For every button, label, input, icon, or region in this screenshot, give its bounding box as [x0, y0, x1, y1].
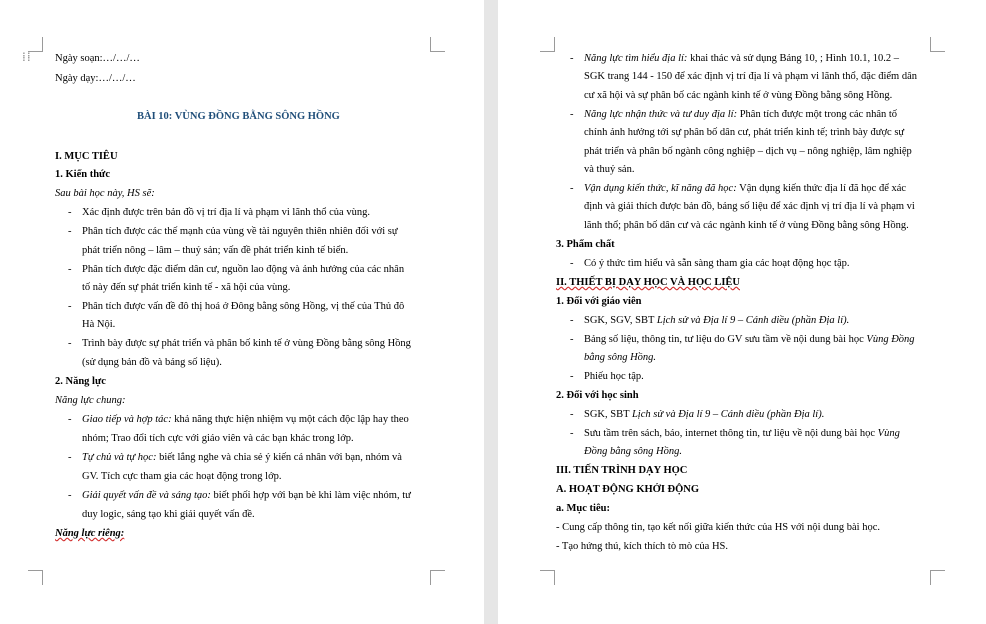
list-item: Tự chủ và tự học: biết lắng nghe và chia sẻ ý kiến cá nhân với bạn, nhóm và	[82, 452, 402, 463]
margin-corner-mark	[430, 37, 445, 52]
list-item: SGK trang 144 - 150 để xác định vị trí địa lí và phạm vi lãnh thổ, đặc điểm dân	[584, 71, 918, 82]
lesson-title: BÀI 10: VÙNG ĐỒNG BẰNG SÔNG HỒNG	[137, 111, 340, 122]
list-item: Năng lực nhận thức và tư duy địa lí: Phân tích được một trong các nhân tố	[584, 109, 898, 120]
bullet-dash: -	[570, 334, 574, 345]
list-item: Phân tích được vấn đề đô thị hoá ở Đông bằng sông Hồng, vị thế của Thủ đô	[82, 301, 405, 312]
specific-competence-label: Năng lực riêng:	[55, 528, 125, 539]
bullet-dash: -	[570, 428, 574, 439]
general-competence-label: Năng lực chung:	[55, 395, 126, 406]
list-item: (sử dụng bản đồ và bảng số liệu).	[82, 357, 222, 368]
subsection-heading: 1. Kiến thức	[55, 169, 111, 180]
subsection-heading: A. HOẠT ĐỘNG KHỞI ĐỘNG	[556, 484, 700, 495]
list-item: Bảng số liệu, thông tin, tư liệu do GV sưu tầm về nội dung bài học Vùng Đồng	[584, 334, 915, 345]
bullet-dash: -	[570, 109, 574, 120]
section-heading: III. TIẾN TRÌNH DẠY HỌC	[556, 465, 688, 476]
list-item: phát triển và phân bố ngành công nghiệp – dịch vụ – nông nghiệp, lâm nghiệp	[584, 146, 912, 157]
list-item: Đồng bằng sông Hồng.	[584, 446, 683, 457]
list-item: Giải quyết vấn đề và sáng tạo: biết phối hợp với bạn bè khi làm việc nhóm, tư	[82, 490, 411, 501]
list-item: phát triển nông – lâm – thuỷ sản; vấn đề phát triển kinh tế biển.	[82, 245, 349, 256]
list-item: Xác định được trên bản đồ vị trí địa lí và phạm vi lãnh thổ của vùng.	[82, 207, 370, 218]
bullet-dash: -	[68, 338, 72, 349]
subsection-heading: 2. Đối với học sinh	[556, 390, 639, 401]
list-item: Giao tiếp và hợp tác: khả năng thực hiện nhiệm vụ một cách độc lập hay theo	[82, 414, 409, 425]
list-item: SGK, SBT Lịch sử và Địa lí 9 – Cánh diều (phần Địa lí).	[584, 409, 825, 420]
section-heading: II. THIẾT BỊ DẠY HỌC VÀ HỌC LIỆU	[556, 277, 740, 288]
list-item: bằng sông Hồng.	[584, 352, 657, 363]
bullet-dash: -	[570, 183, 574, 194]
subsection-heading: a. Mục tiêu:	[556, 503, 610, 514]
list-item: định và giải thích được bản đồ, bảng số liệu để xác định vị trí địa lí và phạm vi	[584, 201, 915, 212]
list-item: cư xã hội và sự phân bố các ngành kinh tế ở vùng Đồng bằng sông Hồng.	[584, 90, 893, 101]
bullet-dash: -	[68, 452, 72, 463]
bullet-dash: -	[570, 371, 574, 382]
bullet-dash: -	[570, 258, 574, 269]
margin-corner-mark	[540, 37, 555, 52]
date-taught: Ngày dạy:…/…/…	[55, 73, 136, 84]
paragraph-drag-handle-icon[interactable]: ⁞⁞	[22, 50, 32, 64]
bullet-dash: -	[68, 301, 72, 312]
list-item: Phiếu học tập.	[584, 371, 644, 382]
list-item: Có ý thức tìm hiểu và sẵn sàng tham gia các hoạt động học tập.	[584, 258, 850, 269]
list-item: Phân tích được các thế mạnh của vùng về tài nguyên thiên nhiên đối với sự	[82, 226, 398, 237]
list-item: Phân tích được đặc điểm dân cư, nguồn lao động và ảnh hưởng của các nhân	[82, 264, 405, 275]
paragraph: - Tạo hứng thú, kích thích tò mò của HS.	[556, 541, 729, 552]
bullet-dash: -	[68, 264, 72, 275]
bullet-dash: -	[68, 207, 72, 218]
list-item: tố này đến sự phát triển kinh tế - xã hội của vùng.	[82, 282, 291, 293]
section-heading: I. MỤC TIÊU	[55, 151, 118, 162]
list-item: Vận dụng kiến thức, kĩ năng đã học: Vận dụng kiến thức địa lí đã học để xác	[584, 183, 907, 194]
document-page-right	[498, 0, 986, 624]
bullet-dash: -	[68, 226, 72, 237]
list-item: và thuỷ sản.	[584, 164, 635, 175]
margin-corner-mark	[430, 570, 445, 585]
bullet-dash: -	[68, 414, 72, 425]
list-item: duy logic, sáng tạo khi giải quyết vấn đề.	[82, 509, 255, 520]
list-item: Trình bày được sự phát triển và phân bố kinh tế ở vùng Đồng bằng sông Hồng	[82, 338, 411, 349]
page-gutter	[484, 0, 498, 624]
subsection-heading: 1. Đối với giáo viên	[556, 296, 642, 307]
intro-text: Sau bài học này, HS sẽ:	[55, 188, 155, 199]
margin-corner-mark	[930, 37, 945, 52]
subsection-heading: 2. Năng lực	[55, 376, 106, 387]
bullet-dash: -	[68, 490, 72, 501]
document-page-left	[0, 0, 484, 624]
list-item: GV. Tích cực tham gia các hoạt động trong lớp.	[82, 471, 282, 482]
date-prepared: Ngày soạn:…/…/…	[55, 53, 140, 64]
list-item: Hà Nội.	[82, 319, 116, 330]
subsection-heading: 3. Phẩm chất	[556, 239, 615, 250]
list-item: chính ảnh hưởng tới sự phân bố dân cư, phát triển kinh tế; trình bày được sự	[584, 127, 905, 138]
margin-corner-mark	[28, 570, 43, 585]
list-item: nhóm; Trao đổi tích cực với giáo viên và các bạn khác trong lớp.	[82, 433, 354, 444]
list-item: lãnh thổ; phân bố dân cư và các ngành kinh tế ở vùng Đồng bằng sông Hồng.	[584, 220, 909, 231]
bullet-dash: -	[570, 315, 574, 326]
margin-corner-mark	[930, 570, 945, 585]
bullet-dash: -	[570, 409, 574, 420]
margin-corner-mark	[540, 570, 555, 585]
list-item: Sưu tầm trên sách, báo, internet thông tin, tư liệu về nội dung bài học Vùng	[584, 428, 900, 439]
bullet-dash: -	[570, 53, 574, 64]
list-item: SGK, SGV, SBT Lịch sử và Địa lí 9 – Cánh diều (phần Địa lí).	[584, 315, 850, 326]
paragraph: - Cung cấp thông tin, tạo kết nối giữa kiến thức của HS với nội dung bài học.	[556, 522, 881, 533]
list-item: Năng lực tìm hiểu địa lí: khai thác và sử dụng Bảng 10, ; Hình 10.1, 10.2 –	[584, 53, 900, 64]
